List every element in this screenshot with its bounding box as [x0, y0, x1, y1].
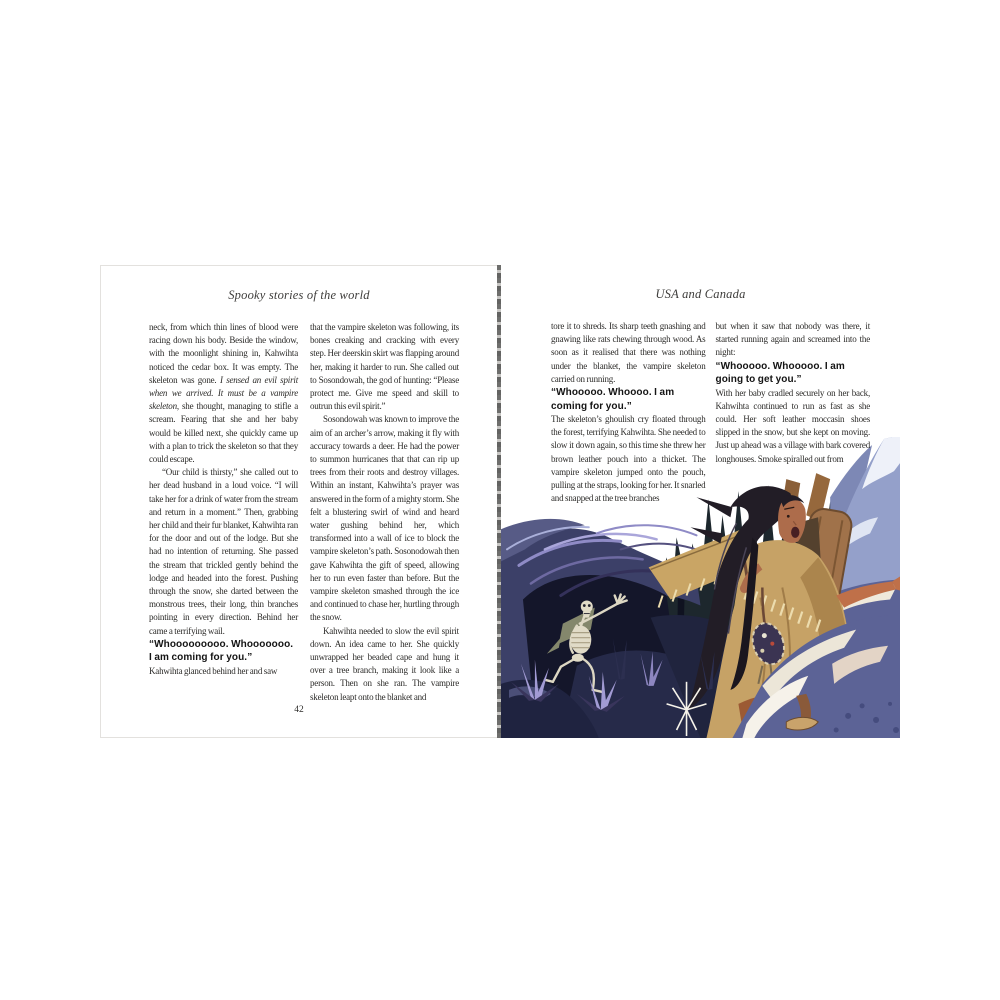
left-column-2: [310, 321, 459, 704]
story-paragraph: but when it saw that nobody was there, it started running again and screamed into the night:: [715, 321, 870, 358]
wail-text: “Whooooo. Whoooo. I am coming for you.”: [551, 387, 675, 412]
story-text: neck, from which thin lines of blood were racing down his body. Beside the window, with the moonlight shining in, Kahwihta noticed the cedar box. It was empty. The skeleton was gone.: [149, 322, 298, 385]
story-paragraph: that the vampire skeleton was following, its bones creaking and cracking with every step. Her deerskin skirt was flapping around her, making it harder to run. She called out to Sosondowah, the god of hunting: “Please protect me. Give me speed and skill to outrun this evil spirit.”: [310, 322, 459, 412]
right-column-1: [551, 320, 706, 505]
right-page: [501, 265, 900, 738]
left-page-columns: [101, 303, 497, 704]
story-paragraph: [149, 321, 298, 466]
story-paragraph: Sosondowah was known to improve the aim of an archer’s arrow, making it fly with accuracy towards a deer. He had the power to summon hurricanes that that can rip up trees from their roots and destroy villages. Within an instant, Kahwihta’s prayer was answered in the form of a mighty storm. She felt a blustering swirl of wind and heard water gushing behind her, which transformed into a wall of ice to block the vampire skeleton’s path. Sosonodowah then gave Kahwihta the gift of speed, allowing her to run even faster than before. But the vampire skeleton smashed through the ice and continued to chase her, hurtling through the snow.: [310, 414, 459, 623]
wail-text: “Whooooo. Whooooo. I am going to get you.”: [715, 360, 845, 386]
story-paragraph: tore it to shreds. Its sharp teeth gnashing and gnawing like rats chewing through wood. As soon as it realised that there was nothing under the blanket, the vampire skeleton carried on running.: [551, 321, 706, 384]
story-paragraph: Kahwihta needed to slow the evil spirit down. An idea came to her. She quickly unwrapped her beaded cape and hung it over a tree branch, making it look like a person. Then on she ran. The vampire skeleton leapt onto the blanket and: [310, 625, 459, 702]
story-paragraph: With her baby cradled securely on her back, Kahwihta continued to run as fast as she could. Her soft leather moccasin shoes slipped in the snow, but she kept on moving. Just up ahead was a village with bark covered longhouses. Smoke spiralled out from: [715, 387, 870, 464]
story-paragraph: Kahwihta glanced behind her and saw: [149, 665, 278, 676]
story-text-italic: I sensed an evil spirit when we arrived. It must be a vampire skeleton: [149, 374, 298, 412]
page-number: 42: [294, 705, 304, 715]
story-paragraph: “Our child is thirsty,” she called out to her dead husband in a loud voice. “I will take her for a drink of water from the stream and return in a moment.” Then, grabbing her child and their fur blanket, Kahwihta ran for the door and out of the lodge. But she had no intention of returning. She passed the stream that trickled gently behind the lodge and headed into the forest. Pushing through the snow, she darted between the monstrous trees, their long, thin branches pointing in every direction. Behind her came a terrifying wail.: [149, 467, 298, 636]
story-text: , she thought, managing to stifle a scream. Fearing that she and her baby would be killed next, she quickly came up with a plan to trick the skeleton so that they could escape.: [149, 401, 298, 465]
story-paragraph: The skeleton’s ghoulish cry floated through the forest, terrifying Kahwihta. She needed to slow it down again, so this time she threw her brown leather pouch into a thicket. The vampire skeleton jumped onto the pouch, pulling at the straps, looking for her. It snarled and snapped at the tree branches: [551, 414, 706, 504]
running-head-right: USA and Canada: [655, 287, 746, 301]
right-column-2: [716, 320, 871, 505]
left-page: [100, 265, 497, 738]
wail-text: “Whooooooooo. Whooooooo. I am coming for you.”: [149, 638, 294, 664]
left-column-1: [149, 321, 298, 704]
running-head-left: Spooky stories of the world: [228, 288, 370, 302]
right-page-columns: [501, 302, 900, 505]
